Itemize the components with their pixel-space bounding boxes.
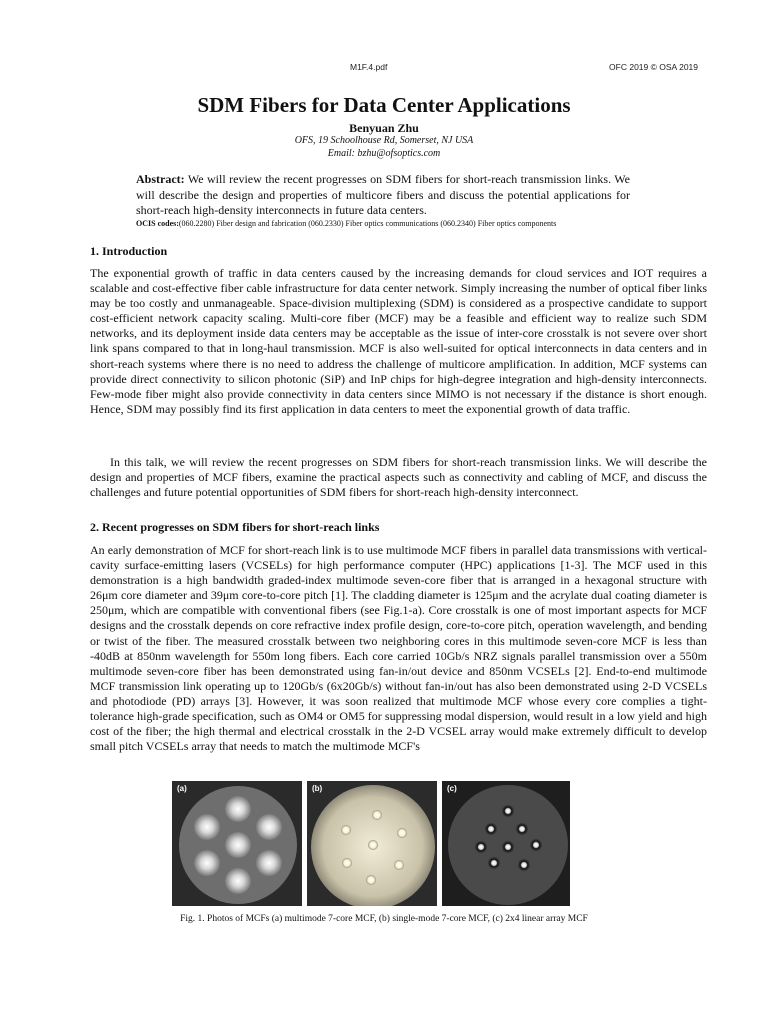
figure-panel-c	[442, 781, 570, 906]
paper-title: SDM Fibers for Data Center Applications	[197, 93, 571, 117]
figure-label-c: (c)	[447, 784, 457, 793]
multimode-7core-fiber-image	[172, 781, 302, 906]
author-email: Email: bzhu@ofsoptics.com	[327, 148, 441, 159]
figure-1	[172, 781, 572, 906]
figure-label-a: (a)	[177, 784, 187, 793]
abstract-text: We will review the recent progresses on SDM fibers for short-reach transmission links. We will describe the design and properties of multicore fibers and discuss the potential applications for short-reach high-density interconnects in future data centers.	[136, 172, 630, 217]
abstract-label: Abstract:	[136, 172, 185, 186]
section-heading-recent-progresses: 2. Recent progresses on SDM fibers for short-reach links	[90, 520, 380, 534]
abstract	[136, 172, 630, 219]
linear-array-fiber-image	[442, 781, 570, 906]
author-name: Benyuan Zhu	[349, 121, 419, 135]
intro-paragraph-1: The exponential growth of traffic in data centers caused by the increasing demands for cloud services and IOT requires a scalable and cost-effective fiber cable infrastructure for data center network. Simply increasing the number of optical fiber links may be too costly and unmanageable. Space-division multiplexing (SDM) is considered as a prospective candidate to support cost-efficient network capacity scaling. Multi-core fiber (MCF) may be a feasible and efficient way to realize such SDM networks, and its deployment inside data centers may be acceptable as the issue of inter-core crosstalk is not severe over short link spans compared to that in long-haul transmission. MCF is also well-suited for optical interconnects in data centers and in short-reach systems where there is no need to address the challenge of multicore amplification. In addition, MCF systems can provide direct connectivity to silicon photonic (SiP) and InP chips for high-degree integration and high-density interconnects. Few-mode fiber might also provide connectivity in data centers since MIMO is not necessary if the distance is short enough. Hence, SDM may possibly find its first application in data centers to meet the exponential growth of data traffic.	[90, 266, 707, 416]
ocis-text: (060.2280) Fiber design and fabrication (060.2330) Fiber optics communications (060.2340) Fiber optics components	[178, 219, 557, 228]
figure-label-b: (b)	[312, 784, 323, 793]
header-conference: OFC 2019 © OSA 2019	[609, 62, 698, 72]
singlemode-7core-fiber-image	[307, 781, 437, 906]
figure-caption: Fig. 1. Photos of MCFs (a) multimode 7-core MCF, (b) single-mode 7-core MCF, (c) 2x4 linear array MCF	[180, 914, 588, 924]
progress-paragraph-1: An early demonstration of MCF for short-reach link is to use multimode MCF fibers in parallel data transmissions with vertical-cavity surface-emitting lasers (VCSELs) for high performance computer (HPC) applications [1-3]. The MCF used in this demonstration is a high bandwidth graded-index multimode seven-core fiber that is arranged in a hexagonal structure with 26μm core diameter and 39μm core-to-core pitch [1]. The cladding diameter is 125μm and the acrylate dual coating diameter is 250μm, which are compatible with conventional fibers (see Fig.1-a). Core crosstalk is one of most important aspects for MCF designs and the crosstalk depends on core refractive index profile design, core-to-core pitch, operation wavelength, and bending or twist of the fiber. The measured crosstalk between two neighboring cores in this multimode seven-core MCF is less than -40dB at 850nm wavelength for 550m long fibers. Each core carried 10Gb/s NRZ signals parallel transmission over a 550m multimode seven-core fiber has been demonstrated using fan-in/out device and 850nm VCSELs [2]. End-to-end multimode MCF transmission link operating up to 120Gb/s (6x20Gb/s) without fan-in/out has also been demonstrated using 2-D VCSELs and photodiode (PD) arrays [3]. However, it was soon realized that multimode MCF whose every core complies a tight-tolerance high-grade specification, such as OM4 or OM5 for suppressing modal dispersion, would result in a low yield and high cost of the fiber; the high thermal and electrical crosstalk in the 2-D VCSEL array would make extremely difficult to develop small pitch VCSELs array that needs to match the multimode MCF's	[90, 543, 707, 754]
ocis-codes	[136, 219, 696, 229]
intro-paragraph-2: In this talk, we will review the recent progresses on SDM fibers for short-reach transmission links. We will describe the design and properties of MCF fibers, examine the practical aspects such as connectivity and cabling of MCF, and discuss the challenges and future potential opportunities of SDM fibers for short-reach high-density interconnect.	[90, 455, 707, 500]
author-affiliation: OFS, 19 Schoolhouse Rd, Somerset, NJ USA	[294, 135, 474, 146]
figure-panel-b	[307, 781, 437, 906]
figure-panel-a	[172, 781, 302, 906]
section-heading-introduction: 1. Introduction	[90, 244, 168, 258]
ocis-label: OCIS codes:	[136, 219, 179, 228]
header-filename: M1F.4.pdf	[350, 62, 388, 72]
